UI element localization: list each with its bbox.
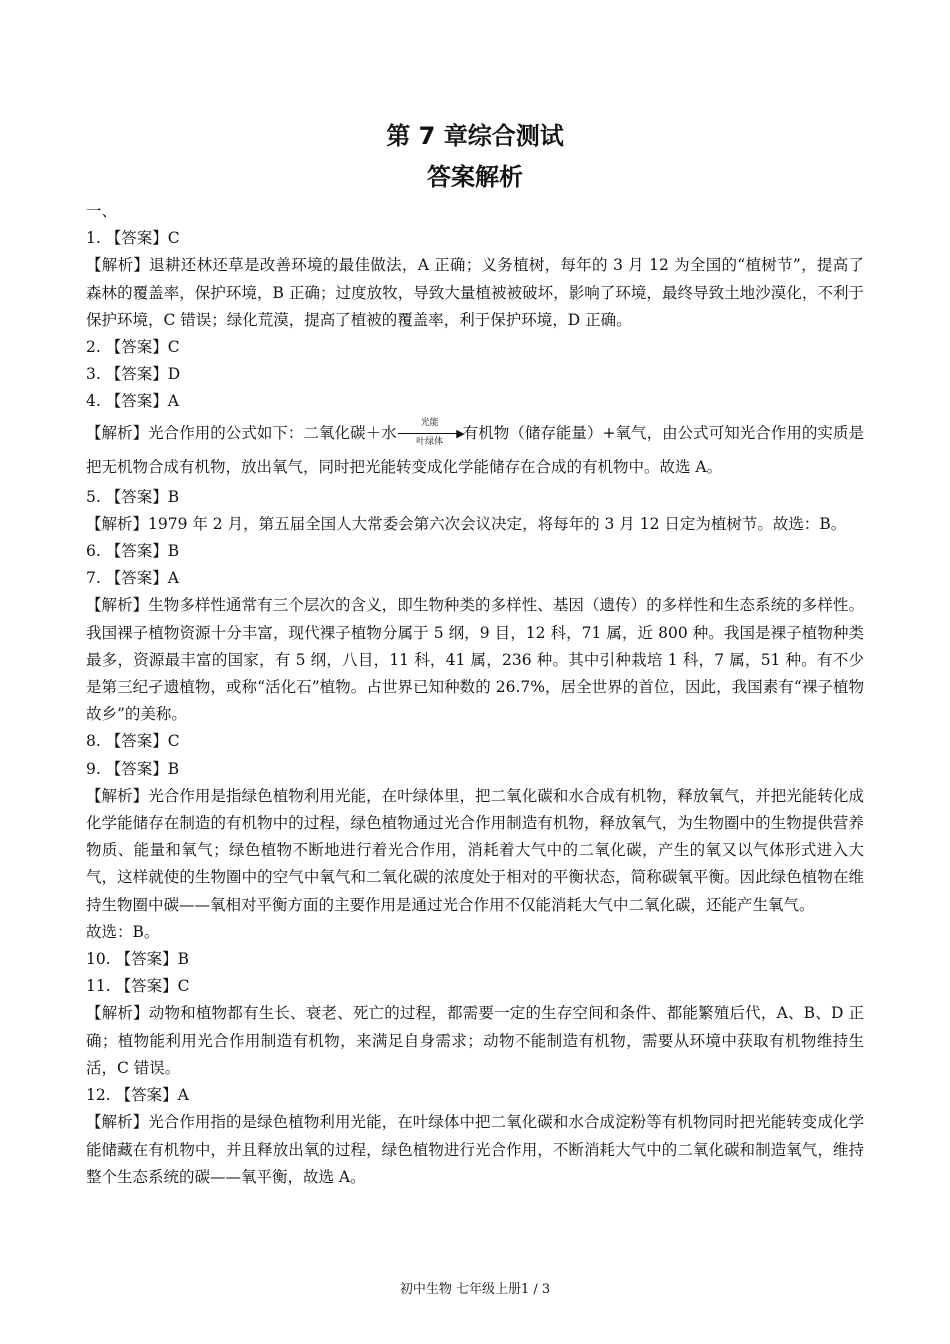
- explanation-4-post: 有机物（储存能量）+氧气，由公式可知光合作用的实质是把无机物合成有机物，放出氧气，同时把光能转变成化学能储存在合成的有机物中。故选 A。: [86, 423, 864, 476]
- arrow-head-icon: ▶: [456, 426, 465, 440]
- page-footer: 初中生物 七年级上册1 / 3: [399, 1282, 551, 1297]
- page-title: 第 7 章综合测试: [386, 122, 564, 150]
- answer-9: 9. 【答案】B: [86, 759, 180, 778]
- explanation-5: 【解析】1979 年 2 月，第五届全国人大常委会第六次会议决定，将每年的 3 月 12 日定为植树节。故选：B。: [86, 514, 847, 533]
- page-subtitle: 答案解析: [427, 163, 523, 191]
- answer-12: 12. 【答案】A: [86, 1086, 189, 1105]
- explanation-4: [86, 416, 864, 484]
- explanation-12: 【解析】光合作用指的是绿色植物利用光能，在叶绿体中把二氧化碳和水合成淀粉等有机物同时把光能转变成化学能储藏在有机物中，并且释放出氧的过程，绿色植物进行光合作用，不断消耗大气中的二氧化碳和制造氧气，维持整个生态系统的碳——氧平衡，故选 A。: [86, 1113, 864, 1186]
- arrow-condition-light: 光能: [420, 417, 439, 428]
- answer-4: 4. 【答案】A: [86, 392, 179, 411]
- section-heading: 一、: [86, 202, 118, 220]
- arrow-condition-chloroplast: 叶绿体: [416, 436, 444, 447]
- answer-3: 3. 【答案】D: [86, 365, 181, 384]
- answer-content: [86, 198, 864, 1191]
- answer-5: 5. 【答案】B: [86, 487, 180, 506]
- answer-7: 7. 【答案】A: [86, 569, 179, 588]
- answer-1: 1. 【答案】C: [86, 229, 180, 248]
- explanation-11: 【解析】动物和植物都有生长、衰老、死亡的过程，都需要一定的生存空间和条件、都能繁殖后代，A、B、D 正确；植物能利用光合作用制造有机物，来满足自身需求；动物不能制造有机物，需要从环境中获取有机物维持生活，C 错误。: [86, 1004, 864, 1077]
- explanation-1: 【解析】退耕还林还草是改善环境的最佳做法，A 正确；义务植树，每年的 3 月 12 为全国的“植树节”，提高了森林的覆盖率，保护环境，B 正确；过度放牧，导致大量植被被破坏，影响了环境，最终导致土地沙漠化，不利于保护环境，C 错误；绿化荒漠，提高了植被的覆盖率，利于保护环境，D 正确。: [86, 256, 864, 329]
- answer-10: 10. 【答案】B: [86, 950, 189, 969]
- answer-6: 6. 【答案】B: [86, 542, 180, 561]
- explanation-4-pre: 【解析】光合作用的公式如下：二氧化碳＋水: [86, 423, 397, 442]
- reaction-arrow: [398, 417, 465, 447]
- answer-2: 2. 【答案】C: [86, 338, 180, 357]
- explanation-7: 【解析】生物多样性通常有三个层次的含义，即生物种类的多样性、基因（遗传）的多样性和生态系统的多样性。我国裸子植物资源十分丰富，现代裸子植物分属于 5 纲，9 目，12 科，71 属，近 800 种。我国是裸子植物种类最多，资源最丰富的国家，有 5 纲，八目，11 科，41 属，236 种。其中引种栽培 1 科，7 属，51 种。有不少是第三纪孑遗植物，或称“活化石”植物。占世界已知种数的 26.7%，居全世界的首位，因此，我国素有“裸子植物故乡”的美称。: [86, 596, 864, 724]
- explanation-9: 【解析】光合作用是指绿色植物利用光能，在叶绿体里，把二氧化碳和水合成有机物，释放氧气，并把光能转化成化学能储存在制造的有机物中的过程，绿色植物通过光合作用制造有机物，释放氧气，为生物圈中的生物提供营养物质、能量和氧气；绿色植物不断地进行着光合作用，消耗着大气中的二氧化碳，产生的氧又以气体形式进入大气，这样就使的生物圈中的空气中氧气和二氧化碳的浓度处于相对的平衡状态，简称碳氧平衡。因此绿色植物在维持生物圈中碳——氧相对平衡方面的主要作用是通过光合作用不仅能消耗大气中二氧化碳，还能产生氧气。: [86, 786, 864, 914]
- arrow-shaft: [398, 433, 462, 434]
- conclusion-9: 故选：B。: [86, 922, 160, 941]
- answer-8: 8. 【答案】C: [86, 732, 180, 751]
- answer-11: 11. 【答案】C: [86, 977, 190, 996]
